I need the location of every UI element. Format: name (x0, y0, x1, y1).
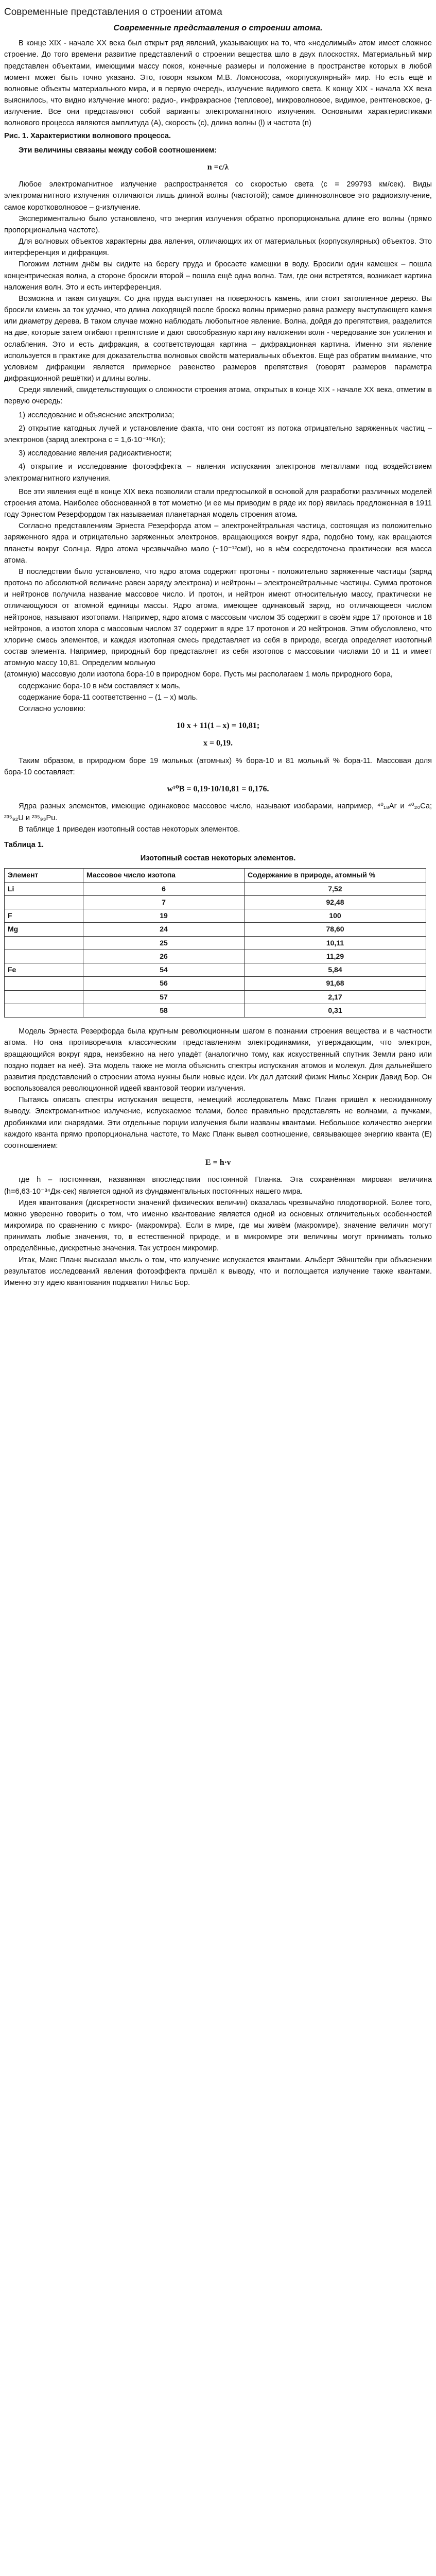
paragraph-models: Все эти явления ещё в конце XIX века позволили стали предпосылкой в основой для разработки различных моделей строения атома. Наиболее обоснованной в тот мометно (и ее мы приводим в ряде их пор) явилась предложенная в 1911 году Эрнестом Резерфордом так называемая планетарная модель строения атома. (4, 487, 432, 519)
table-cell: 24 (83, 923, 245, 936)
list-item: 4) открытие и исследование фотоэффекта – явления испускания электронов металлами под воздействием электромагнитного излучения. (4, 463, 432, 483)
table-cell: 7 (83, 895, 245, 909)
paragraph-molar: (атомную) массовую доли изотопа бора-10 в природном боре. Пусть мы располагаем 1 моль природного бора, (4, 670, 393, 679)
table-cell: 26 (83, 950, 245, 963)
paragraph-rutherford: Согласно представлениям Эрнеста Резерфорда атом – электронейтральная частица, состоящая из положительно заряженного ядра и отрицательно заряженных электронов, вращающихся вокруг ядра, подобно тому, как вращаются планеты вокруг Солнца. Ядро атома чрезвычайно мало (~10⁻¹²см!), но в нём сосредоточена практически вся масса атома. (4, 522, 432, 565)
paragraph-quantization: Идея квантования (дискретности значений физических величин) оказалась чрезвычайно плодотворной. Более того, можно уверенно говорить о том, что именно квантование является одной из основных отличительных особенностей микромира по сравнению с микро- (макромира). Если в мире, где мы живём (макромире), значение величин могут принимать любые значения, то, в естественной природе, и в микромире эти величины могут принимать только определённые, дискретные значения. Так устроен микромир. (4, 1198, 432, 1253)
table-cell: 10,11 (245, 936, 426, 950)
line-boron-10: содержание бора-10 в нём составляет x моль, (19, 682, 181, 690)
formula-solution: x = 0,19. (203, 739, 233, 748)
column-header: Массовое число изотопа (83, 869, 245, 882)
table-cell (5, 936, 83, 950)
table-cell: 92,48 (245, 895, 426, 909)
table-row (5, 963, 426, 977)
paragraph-pond: Погожим летним днём вы сидите на берегу пруда и бросаете камешки в воду. Бросили один камешек – пошла концентрическая волна, а стороне бросили второй – пошла ещё одна волна. Там, где они встретятся, возникает картина наложения волн. Это и есть интерференция. (4, 260, 432, 292)
table-cell: 54 (83, 963, 245, 977)
formula-equation: 10 x + 11(1 – x) = 10,81; (176, 721, 260, 731)
table-row (5, 1004, 426, 1017)
table-cell: 5,84 (245, 963, 426, 977)
formula-energy: E = h·ν (205, 1158, 231, 1167)
list-item: 3) исследование явления радиоактивности; (19, 449, 172, 458)
paragraph-isobars: Ядра разных элементов, имеющие одинаковое массовое число, называют изобарами, например, ⁴⁰₁₈Ar и ⁴⁰₂₀Ca; ²³⁵₉₂U и ²³⁵₉₃Pu. (4, 802, 432, 822)
table-cell: 11,29 (245, 950, 426, 963)
isotope-table (4, 868, 426, 1018)
paragraph-interference: Для волновых объектов характерны два явления, отличающих их от материальных (корпускулярных) объектов. Это интерференция и дифракция. (4, 238, 432, 258)
paragraph-planck-constant: где h – постоянная, названная впоследствии постоянной Планка. Эта сохранённая мировая величина (h=6,63·10⁻³⁴Дж·сек) является одной из фундаментальных постоянных нашего мира. (4, 1176, 432, 1196)
table-cell: 78,60 (245, 923, 426, 936)
paragraph-experiment: Экспериментально было установлено, что энергия излучения обратно пропорциональна длине его волны (прямо пропорциональна частоте). (4, 214, 432, 234)
paragraph-rutherford-model: Модель Эрнеста Резерфорда была крупным революционным шагом в познании строения вещества и в частности атома. Но она противоречила классическим представлениям электродинамики, утверждающим, что электрон, вращающийся вокруг ядра, неизбежно на него упадёт (аналогично тому, как искусственный спутник Земли рано или поздно подает на неё). Эта модель также не могла объяснить спектры испускания атомов и молекул. Для дальнейшего развития представлений о строении атома нужны были новые идеи. Их дал датский физик Нильс Хенрик Давид Бор. Он воспользовался революционной идеей квантовой теории излучения. (4, 1027, 432, 1093)
line-boron-11: содержание бора-11 соответственно – (1 – x) моль. (19, 693, 198, 702)
table-cell (5, 977, 83, 990)
table-row (5, 895, 426, 909)
paragraph-einstein: Итак, Макс Планк высказал мысль о том, что излучение испускается квантами. Альберт Эйнштейн при объяснении результатов исследований явления фотоэффекта пришёл к выводу, что и поглощается излучение также квантами. Именно эту идею квантования подхватил Нильс Бор. (4, 1256, 432, 1287)
paragraph-boron-fraction: Таким образом, в природном боре 19 мольных (атомных) % бора-10 и 81 мольный % бора-11. Массовая доля бора-10 составляет: (4, 756, 432, 776)
formula-frequency: n =c/λ (207, 162, 229, 172)
paragraph-planck: Пытаясь описать спектры испускания веществ, немецкий исследователь Макс Планк пришёл к неожиданному выводу. Электромагнитное излучение, испускаемое телами, более правильно представлять не волнами, а пучками, дробинками или снарядами. Эти отдельные порции излучения были названы квантами. Небольшое количество энергии каждого кванта прямо пропорциональна частоте, то Макс Планк вывел соотношение, связывающее энергию кванта (Е) соотношением: (4, 1096, 432, 1150)
relation-text: Эти величины связаны между собой соотношением: (19, 146, 217, 155)
list-item: 1) исследование и объяснение электролиза; (19, 411, 175, 419)
table-row (5, 909, 426, 923)
column-header: Содержание в природе, атомный % (245, 869, 426, 882)
figure-caption: Рис. 1. Характеристики волнового процесса. (4, 131, 171, 140)
table-cell (5, 1004, 83, 1017)
table-cell (5, 990, 83, 1004)
paragraph-wave: Любое электромагнитное излучение распространяется со скоростью света (с = 299793 км/сек). Виды электромагнитного излучения отличаются лишь длиной волны (частотой); самое длинноволновое это радиоизлучение, самое коротковолновое – g-излучение. (4, 180, 432, 212)
table-cell (5, 950, 83, 963)
equation-intro: Согласно условию: (19, 704, 85, 713)
table-cell: F (5, 909, 83, 923)
table-row (5, 950, 426, 963)
document-title: Современные представления о строении атома (4, 7, 222, 18)
table-cell: 100 (245, 909, 426, 923)
table-cell: 19 (83, 909, 245, 923)
table-header-row (5, 869, 426, 882)
table-cell (5, 895, 83, 909)
table-cell: Fe (5, 963, 83, 977)
table-cell: Mg (5, 923, 83, 936)
paragraph-diffraction: Возможна и такая ситуация. Со дна пруда выступает на поверхность камень, или стоит затопленное дерево. Вы бросили камень за ток удачно, что длина лоходящей после броска волны примерно равна размеру выступающего камня или диаметру дерева. В таком случае можно наблюдать любопытное явление. Волна, дойдя до препятствия, разделится на две, которые затем огибают препятствие и дают свособразную картину наложения волн - чередование зон усиления и ослабления. Это и есть дифракция, а соответствующая картина – дифракционная картина. Именно эти явление используется в практике для доказательства волновых свойств материальных объектов. Ещё раз обратим внимание, что условием дифракции является примерное равенство размеров препятствия (говорят размеров параметра дифракционной решётки) и длины волны. (4, 294, 432, 383)
table-cell: 7,52 (245, 882, 426, 895)
table-cell: 56 (83, 977, 245, 990)
paragraph-table-ref: В таблице 1 приведен изотопный состав некоторых элементов. (19, 825, 240, 834)
table-row (5, 936, 426, 950)
table-cell: 58 (83, 1004, 245, 1017)
table-cell: 91,68 (245, 977, 426, 990)
table-row (5, 977, 426, 990)
section-heading: Современные представления о строении атома. (113, 23, 323, 32)
table-cell: 2,17 (245, 990, 426, 1004)
table-title: Изотопный состав некоторых элементов. (140, 854, 296, 863)
formula-mass-fraction: w¹⁰B = 0,19·10/10,81 = 0,176. (167, 785, 269, 794)
intro-paragraph: В конце XIX - начале XX века был открыт ряд явлений, указывающих на то, что «неделимый» атом имеет сложное строение. До того времени развитие представлений о строении вещества шло в двух плоскостях. Материальный мир представлен объектами, имеющими массу покоя, конечные размеры и положение в пространстве которых в любой момент может быть точно указано. Это, говоря языком М.В. Ломоносова, «корпускулярный» мир. Но есть ещё и волновые объекты материального мира, и в первую очередь, излучение видимого света. К концу XIX - начала XX века выяснилось, что видно излучение много: радио-, инфракрасное (тепловое), микроволновое, видимое, рентгеновское, g-излучение. Все они представляют собой варианты электромагнитного излучения. Основными характеристиками волнового процесса являются амплитуда (A), скорость (c), длина волны (l) и частота (n) (4, 39, 432, 128)
table-cell: Li (5, 882, 83, 895)
table-row (5, 923, 426, 936)
table-row (5, 990, 426, 1004)
paragraph-nucleus: В последствии было установлено, что ядро атома содержит протоны - положительно заряженные частицы (заряд протона по абсолютной величине равен заряду электрона) и нейтроны – электронейтральные частицы. Сумма протонов и нейтронов получила название массовое число. И протон, и нейтрон имеют относительную массу, практически не отличающуюся от атомной единицы массы. Ядро атома, имеющее одинаковый заряд, но отличающееся числом нейтронов, называют изотопами. Например, ядро атома с массовым числом 35 содержит в своём ядре 17 протонов и 18 нейтронов, а изотоп хлора с массовым числом 37 содержит в ядре 17 протонов и 20 нейтронов. Этим обусловлено, что хлорине смесь элементов, и каждая изотопная смесь представляет из себя в природе, всегда определяет изотопный состав элемента. Например, природный бор представляет из себя изотопов с массовыми числами 10 и 11 и имеет атомную массу 10,81. Определим мольную (4, 567, 432, 668)
table-row (5, 882, 426, 895)
list-item: 2) открытие катодных лучей и установление факта, что они состоят из потока отрицательно заряженных частиц – электронов (заряд электрона с = 1,6·10⁻¹⁹Кл); (4, 424, 432, 444)
paragraph-phenomena: Среди явлений, свидетельствующих о сложности строения атома, открытых в конце XIX - начале XX века, отметим в первую очередь: (4, 386, 432, 406)
table-caption: Таблица 1. (4, 840, 44, 849)
phenomena-list (4, 410, 432, 484)
table-cell: 57 (83, 990, 245, 1004)
table-cell: 6 (83, 882, 245, 895)
table-cell: 25 (83, 936, 245, 950)
column-header: Элемент (5, 869, 83, 882)
table-cell: 0,31 (245, 1004, 426, 1017)
